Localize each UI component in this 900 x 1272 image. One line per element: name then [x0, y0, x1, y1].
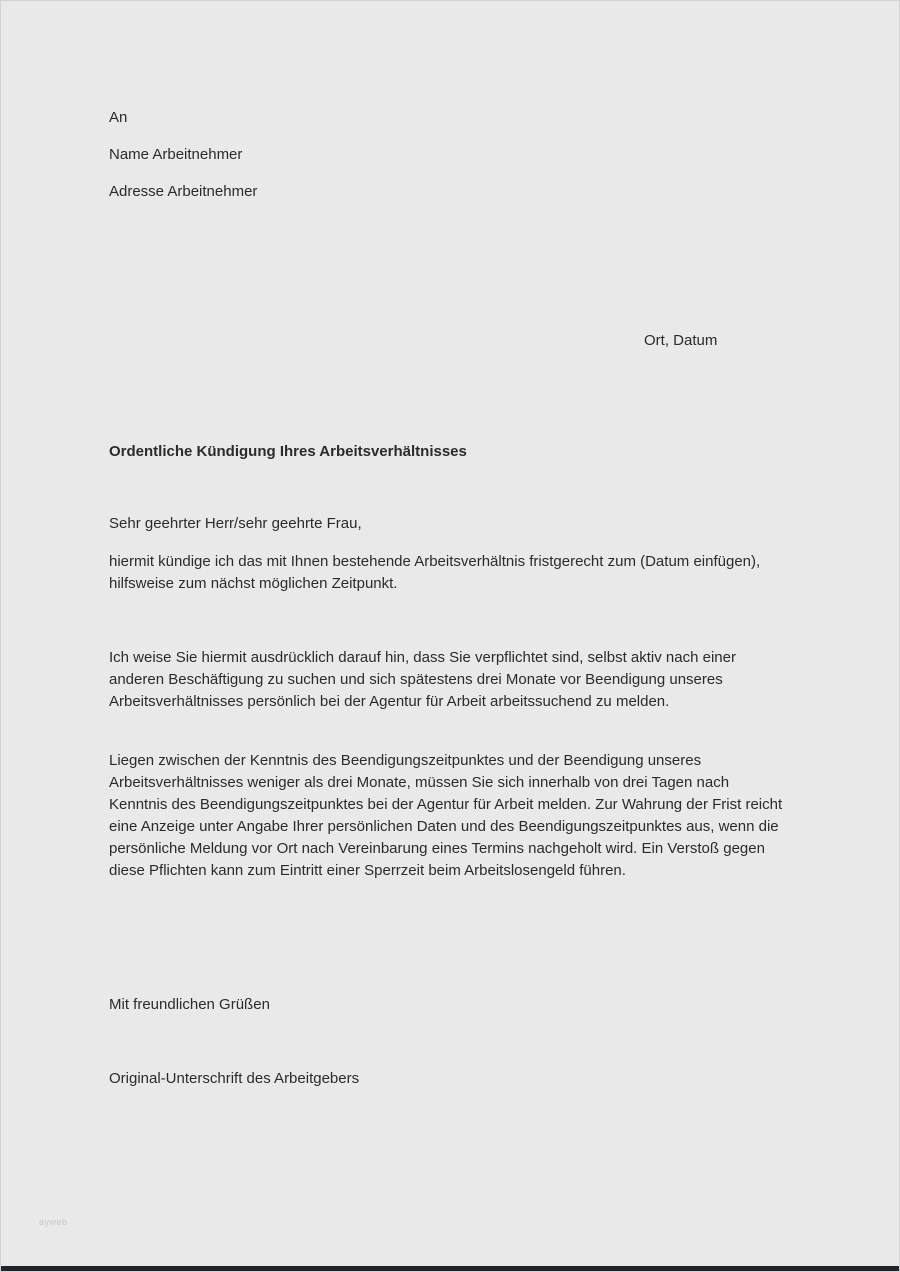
greeting-line: Sehr geehrter Herr/sehr geehrte Frau,: [109, 515, 362, 532]
recipient-to-line: An: [109, 109, 128, 126]
body-paragraph-1: hiermit kündige ich das mit Ihnen bestehende Arbeitsverhältnis fristgerecht zum (Datum einfügen), hilfsweise zum nächst möglichen Zeitpunkt.: [109, 553, 761, 592]
place-date-line: Ort, Datum: [644, 332, 718, 349]
closing-line: Mit freundlichen Grüßen: [109, 996, 270, 1013]
bottom-edge-bar: [1, 1266, 899, 1271]
signature-line: Original-Unterschrift des Arbeitgebers: [109, 1070, 360, 1087]
subject-heading: Ordentliche Kündigung Ihres Arbeitsverhältnisses: [109, 443, 467, 460]
recipient-address-line: Adresse Arbeitnehmer: [109, 183, 258, 200]
body-paragraph-3: Liegen zwischen der Kenntnis des Beendigungszeitpunktes und der Beendigung unseres Arbeitsverhältnisses weniger als drei Monate, müssen Sie sich innerhalb von drei Tagen nach Kenntnis des Beendigungszeitpunktes bei der Agentur für Arbeit melden. Zur Wahrung der Frist reicht eine Anzeige unter Angabe Ihrer persönlichen Daten und des Beendigungszeitpunktes aus, wenn die persönliche Meldung vor Ort nach Vereinbarung eines Termins nachgeholt wird. Ein Verstoß gegen diese Pflichten kann zum Eintritt einer Sperrzeit beim Arbeitslosengeld führen.: [109, 752, 783, 879]
watermark-text: ayweb: [39, 1217, 68, 1227]
body-paragraph-2: Ich weise Sie hiermit ausdrücklich darauf hin, dass Sie verpflichtet sind, selbst aktiv nach einer anderen Beschäftigung zu suchen und sich spätestens drei Monate vor Beendigung unseres Arbeitsverhältnisses persönlich bei der Agentur für Arbeit arbeitssuchend zu melden.: [109, 649, 736, 710]
recipient-name-line: Name Arbeitnehmer: [109, 146, 243, 163]
